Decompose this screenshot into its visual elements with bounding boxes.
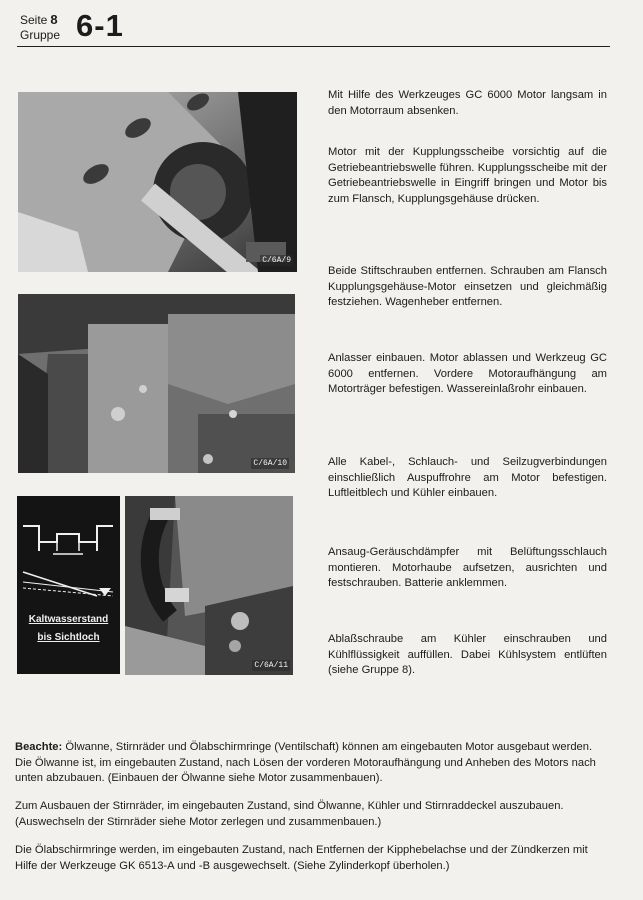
photo-engine-mount-image [18,294,295,473]
coolant-level-diagram [17,496,120,674]
coolant-level-drawing [17,496,120,606]
note-stirnraeder: Zum Ausbauen der Stirnräder, im eingebauten Zustand, sind Ölwanne, Kühler und Stirnraddeckel auszubauen. (Auswechseln der Stirnräder siehe Motor zerlegen und zusammenbauen.) [15,800,564,828]
instruction-step: Motor mit der Kupplungsscheibe vorsichtig auf die Getriebeantriebswelle führen. Kupplungsscheibe mit der Getriebeantriebswelle in Eingriff bringen und Motor bis zum Flansch, Kupplungsgehäuse drücken. [328,146,607,205]
instruction-step: Alle Kabel-, Schlauch- und Seilzugverbindungen einschließlich Auspuffrohre am Motor befestigen. Luftleitblech und Kühler einbauen. [328,456,607,500]
instruction-step: Ablaßschraube am Kühler einschrauben und Kühlflüssigkeit auffüllen. Dabei Kühlsystem entlüften (siehe Gruppe 8). [328,633,607,677]
photo-label: C/6A/11 [254,661,288,670]
beachte-label: Beachte: [15,741,63,753]
header-labels [20,12,60,43]
beachte-text: Ölwanne, Stirnräder und Ölabschirmringe (Ventilschaft) können am eingebauten Motor ausgebaut werden. Die Ölwanne ist, im eingebauten Zustand, nach Lösen der vorderen Motoraufhängung und Anheben des Motors nach unten abzubauen. (Einbauen der Ölwanne siehe Motor zusammenbauen). [15,741,596,785]
diagram-label-line2: bis Sichtloch [37,632,100,643]
instruction-step: Beide Stiftschrauben entfernen. Schrauben am Flansch Kupplungsgehäuse-Motor einsetzen und gleichmäßig festziehen. Wagenheber entfernen. [328,265,607,309]
photo-label: C/6A/9 [262,256,291,265]
diagram-label-line1: Kaltwasserstand [28,614,109,625]
note-beachte [15,740,611,787]
page-number: 8 [50,12,58,27]
instruction-step: Ansaug-Geräuschdämpfer mit Belüftungsschlauch montieren. Motorhaube aufsetzen, ausrichten und festschrauben. Batterie anklemmen. [328,546,607,590]
photo-engine-mount [18,294,295,473]
photo-engine-lowering [18,92,297,272]
note-oelabschirmringe: Die Ölabschirmringe werden, im eingebauten Zustand, nach Entfernen der Kipphebelachse und der Zündkerzen mit Hilfe der Werkzeuge GK 6513-A und -B ausgewechselt. (Siehe Zylinderkopf überholen.) [15,844,588,872]
photo-engine-lowering-image [18,92,297,272]
page-label: Seite [20,13,48,27]
instruction-step: Mit Hilfe des Werkzeuges GC 6000 Motor langsam in den Motorraum absenken. [328,89,607,117]
group-label: Gruppe [20,28,61,42]
photo-label: C/6A/10 [253,459,287,468]
group-number: 6-1 [76,8,124,43]
photo-radiator-hoses [125,496,293,675]
photo-radiator-hoses-image [125,496,293,675]
instruction-step: Anlasser einbauen. Motor ablassen und Werkzeug GC 6000 entfernen. Vordere Motoraufhängung am Motorträger befestigen. Wassereinlaßrohr einbauen. [328,352,607,396]
page-header [17,8,610,47]
